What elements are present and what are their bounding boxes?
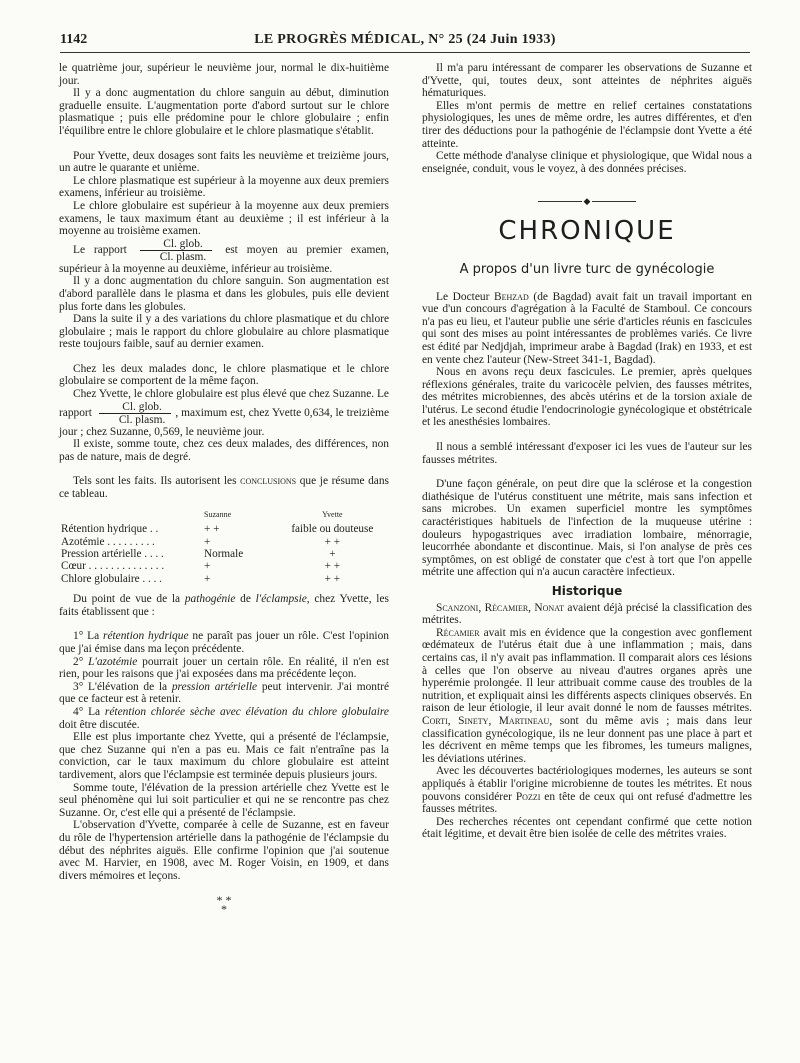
chlorine-ratio-fraction: $\frac{\text{Cl. glob.}}{\text{Cl. plasm.}}$ [140,238,213,263]
paragraph: Tels sont les faits. Ils autorisent les conclusions que je résume dans ce tableau. [59,475,389,501]
table-row [59,523,389,535]
chlorine-ratio-fraction: $\frac{\text{Cl. glob.}}{\text{Cl. plasm.}}$ [99,401,172,426]
column-header-suzanne: Suzanne [204,509,232,519]
table-row [59,548,389,560]
row-label: Rétention hydrique . . [61,523,159,536]
list-item: 4° La rétention chlorée sèche avec élévation du chlore globulaire doit être discutée. [59,706,389,731]
section-title: CHRONIQUE [498,216,676,247]
cell-suzanne: + [204,535,211,548]
cell-suzanne: + [204,572,211,585]
paragraph: Scanzoni, Récamier, Nonat avaient déjà précisé la classification des métrites. [422,601,752,627]
paragraph: Cette méthode d'analyse clinique et physiologique, que Widal nous a enseignée, conduit, vous le voyez, à des données précises. [422,150,752,175]
row-label: Cœur . . . . . . . . . . . . . . [61,560,165,573]
right-column [422,62,752,841]
paragraph: Somme toute, l'élévation de la pression artérielle chez Yvette est le seul phénomène qui lui soit particulier et qui ne se rencontre pas chez Suzanne. Or, c'est elle qui a présenté de l'éclampsie. [59,781,389,819]
paragraph: le quatrième jour, supérieur le neuvième jour, normal le dix-huitième jour. [59,62,389,87]
paragraph: Récamier avait mis en évidence que la congestion avec gonflement œdémateux de l'utérus était due à une inflammation ; mais, dans certains cas, il n'y avait pas inflammation. Il comparait alors ces lésions à celles que l'on observe au niveau d'autres organes après une hyperémie prolongée. Il leur attribuait comme cause des troubles de la nutrition, et expliquait ainsi les différents aspects cliniques observés. En raison de leur étiologie, il leur avait donné le nom de fausses métrites. Corti, Sinety, Martineau, sont du même avis ; mais dans leur classification gynécologique, ils ne leur donnent pas une place à part et les décrivent en même temps que les fibromes, les tumeurs malignes, les déviations utérines. [422,626,752,765]
cell-yvette: + + [324,535,341,548]
table-body [59,523,389,585]
table-row [59,573,389,585]
cell-yvette: + + [324,560,341,573]
article-subtitle: A propos d'un livre turc de gynécologie [459,261,715,277]
paragraph-ratio: Chez Yvette, le chlore globulaire est plus élevé que chez Suzanne. Le rapport $\frac{\text{Cl. glob.}}{\text{Cl. plasm.}}$ , maximum est, chez Yvette 0,634, le treizième jour ; chez Suzanne, 0,569, le neuvième jour. [59,388,389,438]
paragraph: Le chlore globulaire est supérieur à la moyenne aux deux premiers examens, le taux maximum étant au deuxième ; il est inférieur à la moyenne au troisième examen. [59,199,389,238]
left-column [59,62,390,917]
list-item: 2° L'azotémie pourrait jouer un certain rôle. En réalité, il n'en est rien, pour les raisons que j'ai exposées dans ma précédente leçon. [59,655,389,681]
paragraph: Il y a donc augmentation du chlore sanguin au début, diminution graduelle ensuite. L'augmentation porte d'abord surtout sur le chlore plasmatique ; puis elle prédomine pour le chlore globulaire ; enfin l'équilibre entre le chlore globulaire et le chlore plasmatique s'établit. [59,87,389,137]
page-header [60,30,750,53]
cell-yvette: + + [324,572,341,585]
paragraph: Il m'a paru intéressant de comparer les observations de Suzanne et d'Yvette, qui, toutes deux, sont atteintes de néphrites aiguës hématuriques. [422,62,752,100]
paragraph: Elles m'ont permis de mettre en relief certaines constatations physiologiques, les unes de même ordre, les autres différentes, et d'en tirer des déductions pour la pathogénie de l'éclampsie dont Yvette a été atteinte. [422,99,752,150]
paragraph: Des recherches récentes ont cependant confirmé que cette notion était légitime, et devait être bien isolée de celle des métrites vraies. [422,815,752,841]
paragraph: Chez les deux malades donc, le chlore plasmatique et le chlore globulaire se comportent de la même façon. [59,362,389,388]
paragraph: Nous en avons reçu deux fascicules. Le premier, après quelques réflexions générales, traite du varicocèle pelvien, des fausses métrites, des métrites microbiennes, des abcès utérins et de la torsion axiale de l'utérus. Le second étudie l'endocrinologie gynécologique et obstétricale et les anesthésies lombaires. [422,366,752,429]
cell-suzanne: Normale [204,548,244,561]
cell-yvette: + [329,548,336,561]
list-item: 1° La rétention hydrique ne paraît pas jouer un rôle. C'est l'opinion que j'ai émise dans ma leçon précédente. [59,630,389,656]
cell-suzanne: + [204,560,211,573]
asterism-separator: * * * [216,893,232,917]
paragraph: Il nous a semblé intéressant d'exposer ici les vues de l'auteur sur les fausses métrites. [422,441,752,466]
row-label: Pression artérielle . . . . [61,548,164,561]
ornament-divider [422,195,752,205]
page-number: 1142 [60,32,88,47]
column-header-yvette: Yvette [322,509,343,519]
subsection-title: Historique [551,584,623,598]
row-label: Chlore globulaire . . . . [61,572,162,585]
comparison-table [59,509,389,586]
table-row [59,536,389,548]
paragraph: L'observation d'Yvette, comparée à celle de Suzanne, est en faveur du rôle de l'hypertension artérielle dans la pathogénie de l'éclampsie du début des néphrites aiguës. Elle confirme l'opinion que j'ai soutenue avec M. Harvier, en 1908, avec M. Roger Voisin, en 1909, et dans divers mémoires et leçons. [59,819,389,882]
paragraph-ratio: Le rapport $\frac{\text{Cl. glob.}}{\text{Cl. plasm.}}$ est moyen au premier examen, supérieur à la moyenne au deuxième, inférieur au troisième. [59,237,389,275]
paragraph: Le Docteur Behzad (de Bagdad) avait fait un travail important en vue d'un concours d'agrégation à la Faculté de Stamboul. Ce concours n'a pas eu lieu, et l'auteur publie une série d'articles réunis en fascicules qui sont des mises au point intéressantes de problèmes variés. Ce livre est édité par Nedjdjah, imprimeur arabe à Bagdad (Irak) en 1933, et est en vente chez l'auteur (New-Street 341-1, Bagdad). [422,290,752,366]
row-label: Azotémie . . . . . . . . . [61,535,155,548]
paragraph: Le chlore plasmatique est supérieur à la moyenne aux deux premiers examens, inférieur au troisième. [59,174,389,200]
diamond-icon: ◆ [583,196,591,207]
cell-suzanne: + + [204,523,220,536]
paragraph: Elle est plus importante chez Yvette, qui a présenté de l'éclampsie, que chez Suzanne qui n'en a pas eu. Mais ce fait n'entraîne pas la conviction, car le taux maximum du chlore globulaire est atteint tardivement, alors que l'éclampsie est terminée depuis plusieurs jours. [59,731,389,781]
paragraph: Avec les découvertes bactériologiques modernes, les auteurs se sont appliqués à établir l'origine microbienne de toutes les métrites. Et nous pouvons considérer Pozzi en tête de ceux qui ont refusé d'admettre les fausses métrites. [422,765,752,816]
paragraph: Dans la suite il y a des variations du chlore plasmatique et du chlore globulaire ; mais le rapport du chlore globulaire au chlore plasmatique reste toujours faible, sauf au dernier examen. [59,313,389,351]
journal-title: LE PROGRÈS MÉDICAL, N° 25 (24 Juin 1933) [254,32,556,47]
paragraph: D'une façon générale, on peut dire que la sclérose et la congestion diathésique de l'utérus constituent une métrite, mais sans infection et sans microbes. Un examen superficiel montre les symptômes caractéristiques habituels de l'infection de la muqueuse utérine : douleurs hypogastriques avec irradiation lombaire, ménorragie, leucorrhée abondante et discontinue. Mais, si l'on analyse de près ces symptômes, on est obligé de constater que c'est à tort que l'on appelle métrite une affection qui n'a aucun caractère infectieux. [422,478,752,579]
paragraph: Il y a donc augmentation du chlore sanguin. Son augmentation est d'abord parallèle dans le plasma et dans les globules, puis elle devient plus forte dans les globules. [59,275,389,313]
list-item: 3° L'élévation de la pression artérielle peut intervenir. J'ai montré que ce facteur est à retenir. [59,680,390,706]
paragraph: Il existe, somme toute, chez ces deux malades, des différences, non pas de nature, mais de degré. [59,438,389,463]
paragraph: Du point de vue de la pathogénie de l'éclampsie, chez Yvette, les faits établissent que : [59,593,389,618]
cell-yvette: faible ou douteuse [291,523,374,536]
table-row [59,560,389,572]
paragraph: Pour Yvette, deux dosages sont faits les neuvième et treizième jours, un autre le quarante et unième. [59,149,389,175]
